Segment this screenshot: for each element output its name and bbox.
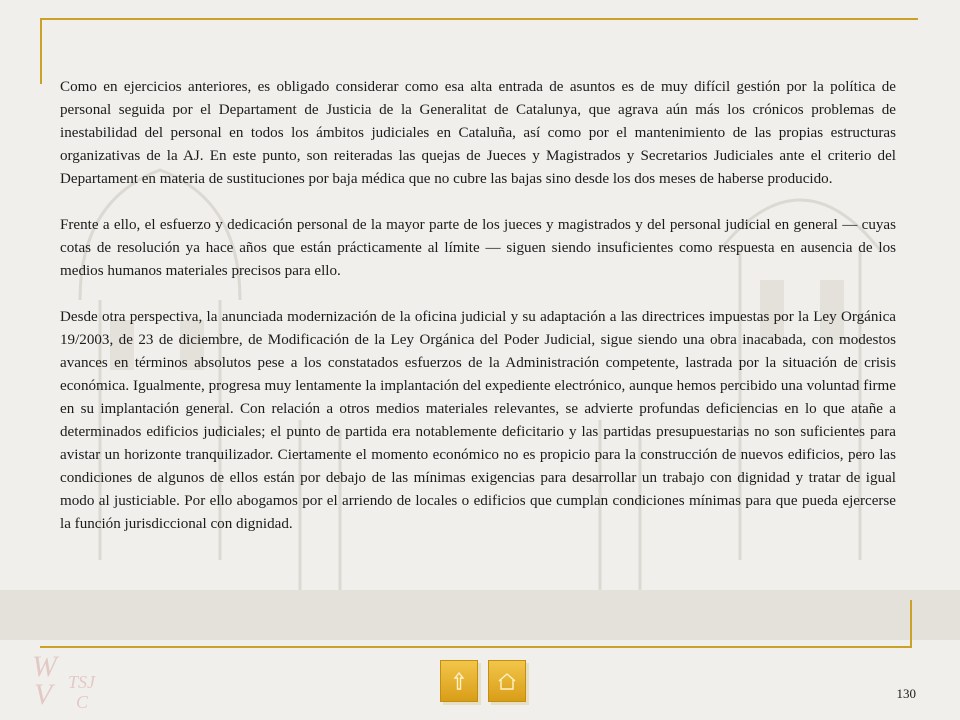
home-icon — [496, 670, 518, 692]
paragraph-3: Desde otra perspectiva, la anunciada modernización de la oficina judicial y su adaptación a las directrices impuestas por la Ley Orgánica 19/2003, de 23 de diciembre, de Modificación de la Ley Orgánica del Poder Judicial, sigue siendo una obra inacabada, con modestos avances en términos absolutos pese a los constatados esfuerzos de la Administración competente, lastrada por la situación de crisis económica. Igualmente, progresa muy lentamente la implantación del expediente electrónico, aunque hemos percibido una voluntad firme en su implantación general. Con relación a otros medios materiales relevantes, se advierte profundas deficiencias en lo que atañe a determinados edificios judiciales; el punto de partida era notablemente deficitario y las partidas presupuestarias no son suficientes para avistar un horizonte tranquilizador. Ciertamente el momento económico no es propicio para la construcción de nuevos edificios, pero las condiciones de algunos de ellos están por debajo de las mínimas exigencias para desarrollar un trabajo con dignidad y tratar de igual modo al justiciable. Por ello abogamos por el arriendo de locales o edificios que cumplan condiciones mínimas para que pueda ejercerse la función jurisdiccional con dignidad. — [60, 309, 896, 532]
frame-left-line — [40, 18, 42, 84]
up-button[interactable] — [440, 660, 478, 702]
frame-bottom-line — [40, 646, 912, 648]
svg-text:C: C — [76, 692, 89, 712]
frame-top-line — [40, 18, 918, 20]
paragraph-2: Frente a ello, el esfuerzo y dedicación personal de la mayor parte de los jueces y magistrados y del personal judicial en general — cuyas cotas de resolución ya hace años que están prácticamente al límite — siguen siendo insuficientes como respuesta en ausencia de los medios humanos materiales precisos para ello. — [60, 217, 896, 279]
logo-text: TSJ — [68, 672, 95, 692]
page-number: 130 — [896, 686, 916, 701]
frame-right-line — [910, 600, 912, 648]
svg-text:W: W — [32, 650, 57, 683]
document-body — [60, 76, 896, 559]
svg-text:V: V — [34, 678, 53, 711]
home-button[interactable] — [488, 660, 526, 702]
up-arrow-icon — [448, 670, 470, 692]
paragraph-1: Como en ejercicios anteriores, es obligado considerar como esa alta entrada de asuntos es de muy difícil gestión por la política de personal seguida por el Departament de Justicia de la Generalitat de Catalunya, que agrava aún más los crónicos problemas de inestabilidad del personal en todos los ámbitos judiciales en Cataluña, así como por el mantenimiento de las propias estructuras organizativas de la AJ. En este punto, son reiteradas las quejas de Jueces y Magistrados y Secretarios Judiciales ante el criterio del Departament en materia de sustituciones por baja médica que no cubre las bajas sino desde los dos meses de haberse producido. — [60, 79, 896, 187]
tsjc-logo — [30, 648, 110, 712]
